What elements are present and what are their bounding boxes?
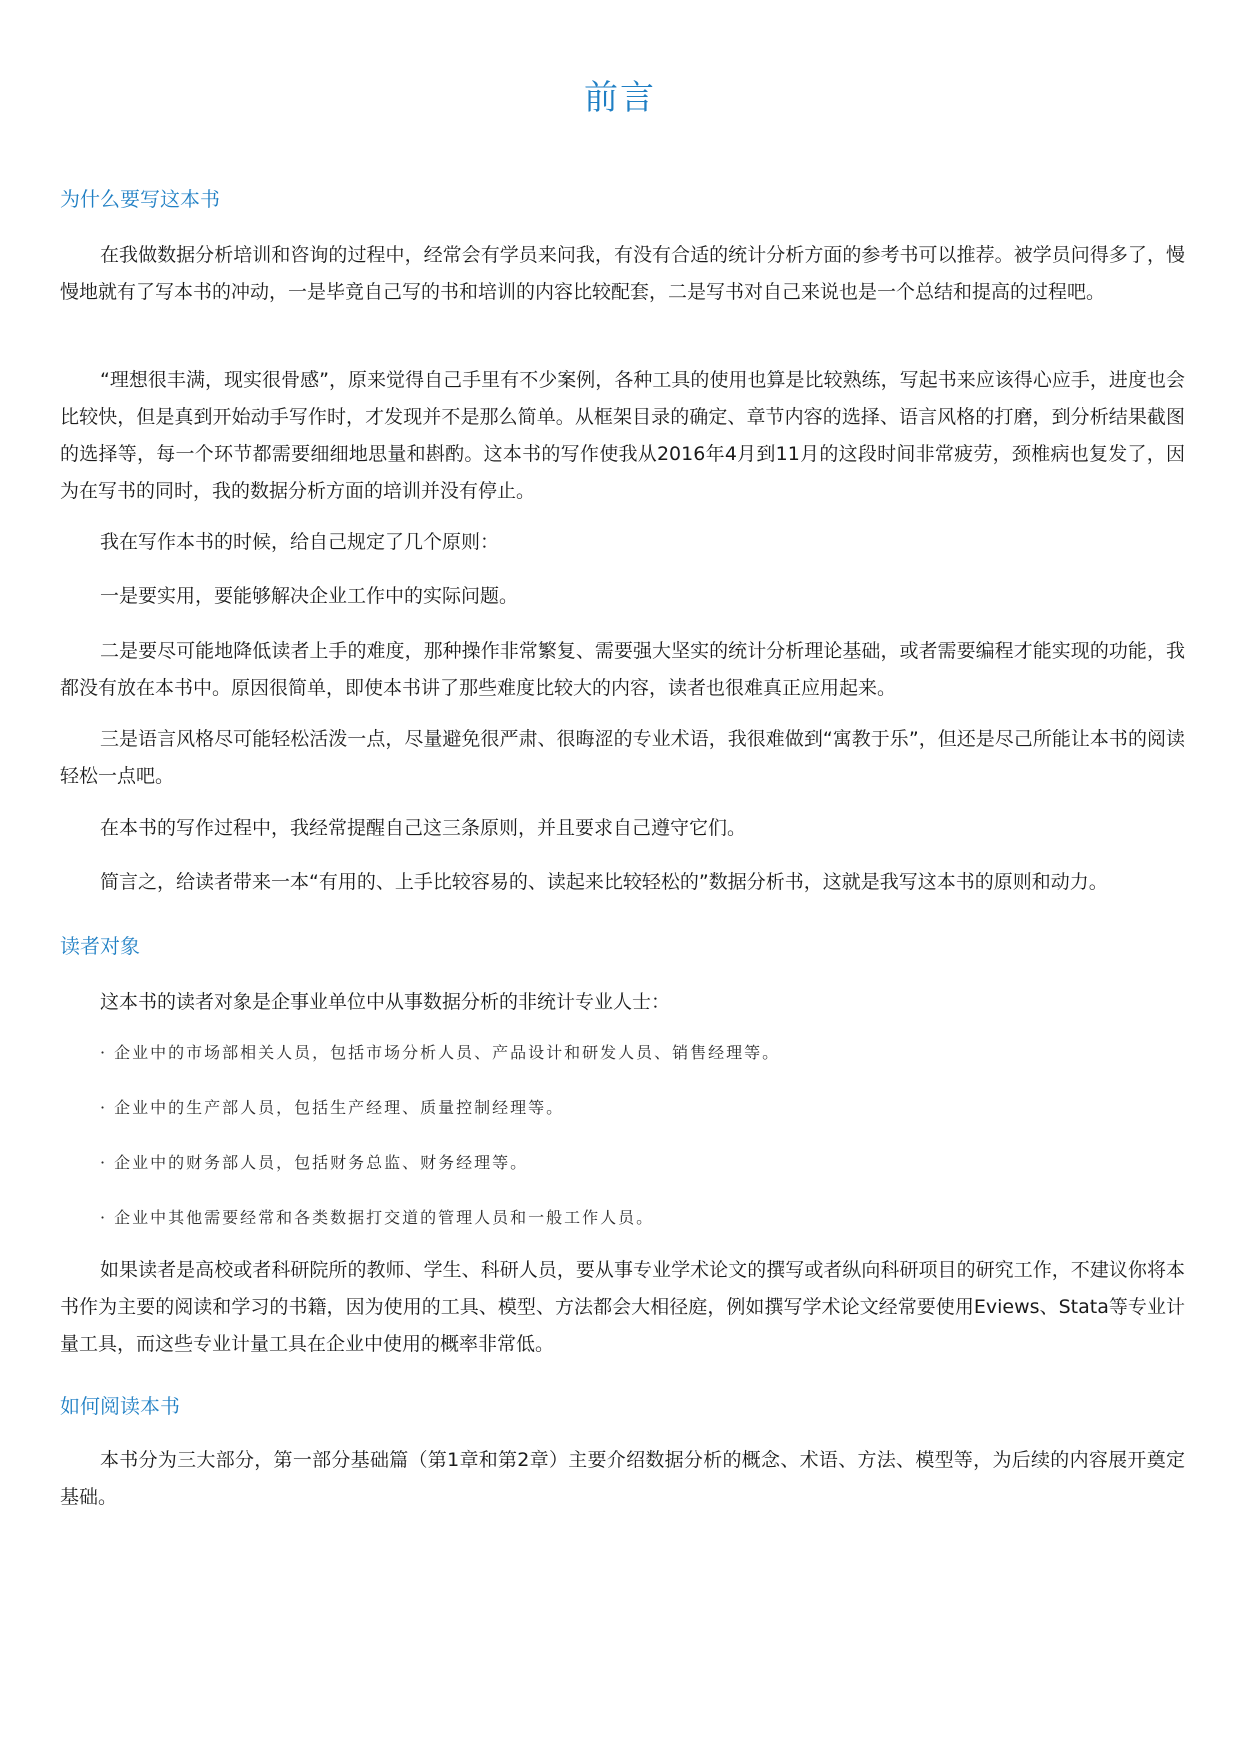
section-heading-howto: 如何阅读本书 [60, 1394, 180, 1418]
paragraph: 在我做数据分析培训和咨询的过程中，经常会有学员来问我，有没有合适的统计分析方面的参考书可以推荐。被学员问得多了，慢慢地就有了写本书的冲动，一是毕竟自己写的书和培训的内容比较配套，二是写书对自己来说也是一个总结和提高的过程吧。 [60, 244, 1185, 303]
list-item: · 企业中其他需要经常和各类数据打交道的管理人员和一般工作人员。 [100, 1208, 655, 1227]
paragraph: 简言之，给读者带来一本“有用的、上手比较容易的、读起来比较轻松的”数据分析书，这就是我写这本书的原则和动力。 [100, 871, 1108, 893]
section-heading-why: 为什么要写这本书 [60, 187, 220, 211]
paragraph: 二是要尽可能地降低读者上手的难度，那种操作非常繁复、需要强大坚实的统计分析理论基础，或者需要编程才能实现的功能，我都没有放在本书中。原因很简单，即使本书讲了那些难度比较大的内容，读者也很难真正应用起来。 [60, 640, 1185, 699]
paragraph: 一是要实用，要能够解决企业工作中的实际问题。 [100, 585, 519, 607]
paragraph: 这本书的读者对象是企事业单位中从事数据分析的非统计专业人士： [100, 991, 671, 1013]
paragraph: 我在写作本书的时候，给自己规定了几个原则： [100, 531, 500, 553]
paragraph: 如果读者是高校或者科研院所的教师、学生、科研人员，要从事专业学术论文的撰写或者纵向科研项目的研究工作，不建议你将本书作为主要的阅读和学习的书籍，因为使用的工具、模型、方法都会大相径庭，例如撰写学术论文经常要使用Eviews、Stata等专业计量工具，而这些专业计量工具在企业中使用的概率非常低。 [60, 1259, 1185, 1355]
list-item: · 企业中的生产部人员，包括生产经理、质量控制经理等。 [100, 1098, 565, 1117]
list-item: · 企业中的财务部人员，包括财务总监、财务经理等。 [100, 1153, 529, 1172]
list-item: · 企业中的市场部相关人员，包括市场分析人员、产品设计和研发人员、销售经理等。 [100, 1043, 781, 1062]
paragraph: “理想很丰满，现实很骨感”，原来觉得自己手里有不少案例，各种工具的使用也算是比较熟练，写起书来应该得心应手，进度也会比较快，但是真到开始动手写作时，才发现并不是那么简单。从框架目录的确定、章节内容的选择、语言风格的打磨，到分析结果截图的选择等，每一个环节都需要细细地思量和斟酌。这本书的写作使我从2016年4月到11月的这段时间非常疲劳，颈椎病也复发了，因为在写书的同时，我的数据分析方面的培训并没有停止。 [60, 369, 1185, 502]
paragraph: 三是语言风格尽可能轻松活泼一点，尽量避免很严肃、很晦涩的专业术语，我很难做到“寓教于乐”，但还是尽己所能让本书的阅读轻松一点吧。 [60, 728, 1185, 787]
page-title: 前言 [584, 78, 656, 118]
section-heading-readers: 读者对象 [60, 934, 140, 958]
paragraph: 在本书的写作过程中，我经常提醒自己这三条原则，并且要求自己遵守它们。 [100, 817, 747, 839]
paragraph: 本书分为三大部分，第一部分基础篇（第1章和第2章）主要介绍数据分析的概念、术语、方法、模型等，为后续的内容展开奠定基础。 [60, 1449, 1185, 1508]
